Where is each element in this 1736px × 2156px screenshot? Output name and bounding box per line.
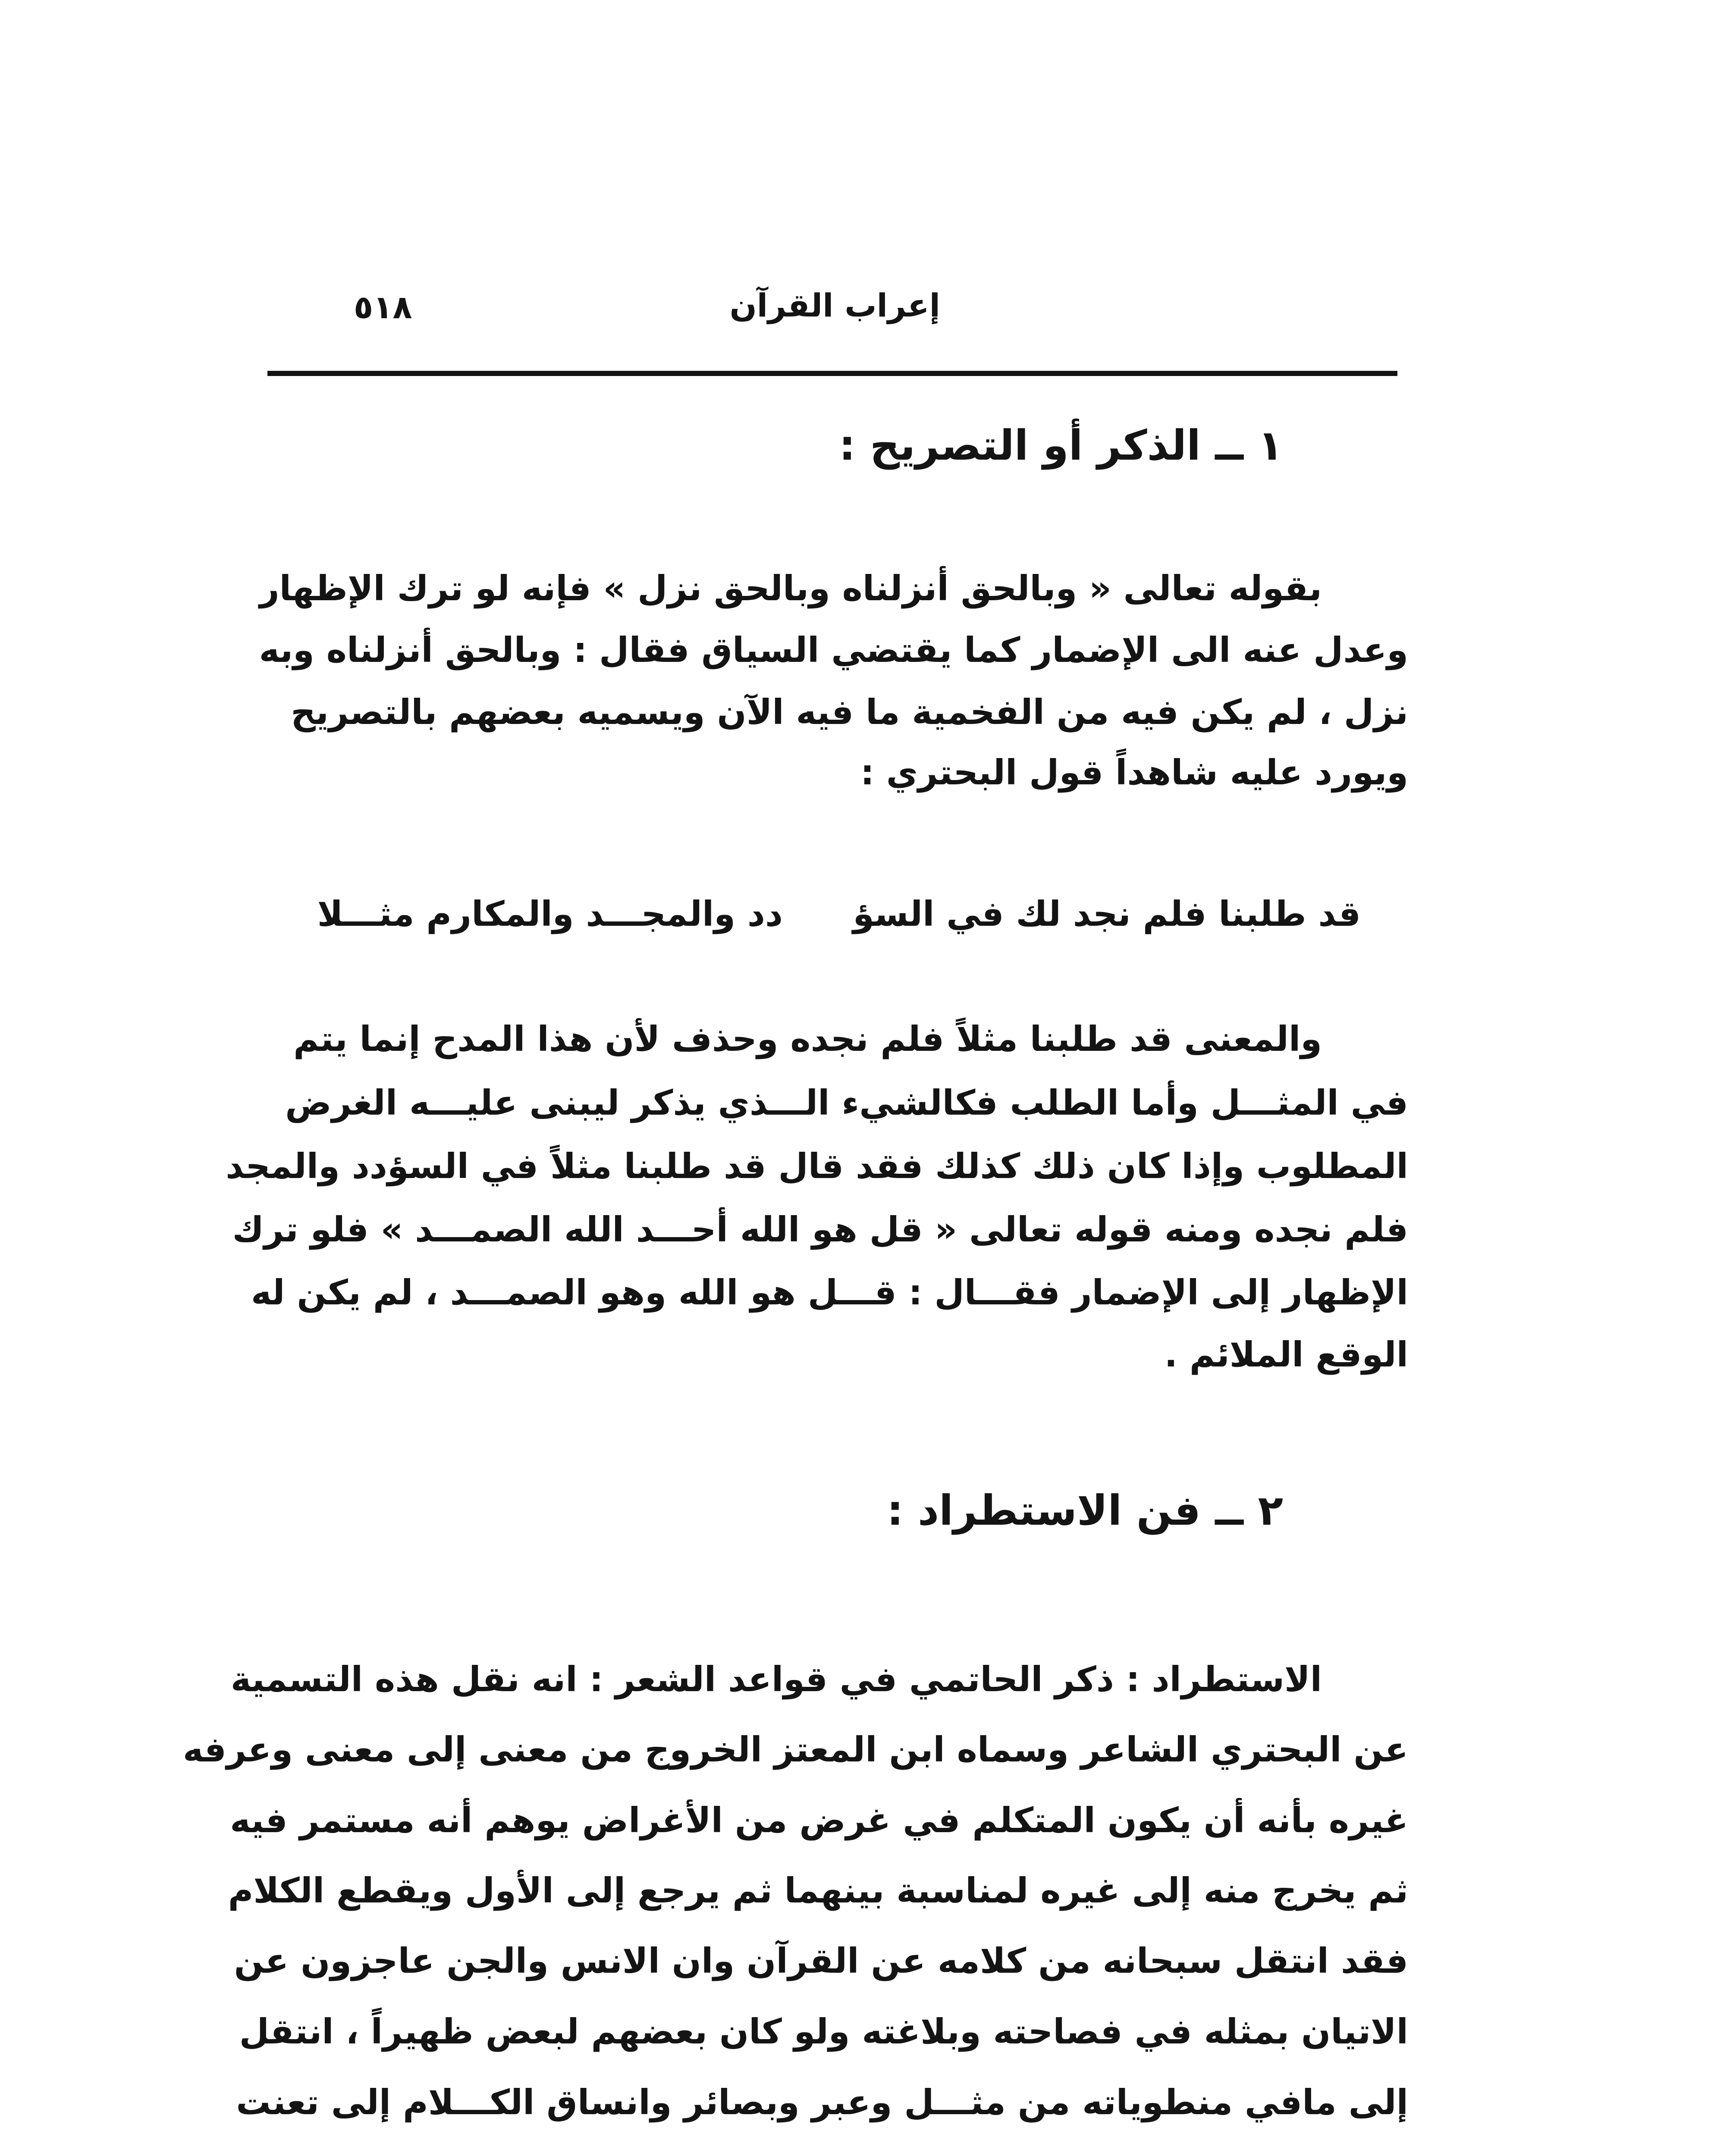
header-rule — [267, 371, 1397, 376]
book-title: إعراب القرآن — [729, 287, 940, 324]
text-line: إلى مافي منطوياته من مثـــل وعبر وبصائر وانساق الكـــلام إلى تعنت — [236, 2082, 1408, 2122]
text-line: الاتيان بمثله في فصاحته وبلاغته ولو كان بعضهم لبعض ظهيراً ، انتقل — [239, 2012, 1408, 2052]
text-line: عن البحتري الشاعر وسماه ابن المعتز الخروج من معنى إلى معنى وعرفه — [182, 1730, 1408, 1770]
text-line: والمعنى قد طلبنا مثلاً فلم نجده وحذف لأن هذا المدح إنما يتم — [293, 1019, 1322, 1059]
section-heading: ٢ ــ فن الاستطراد : — [887, 1486, 1283, 1535]
text-line: فلم نجده ومنه قوله تعالى « قل هو الله أحـــد الله الصمـــد » فلو ترك — [232, 1210, 1408, 1250]
text-line: وعدل عنه الى الإضمار كما يقتضي السياق فقال : وبالحق أنزلناه وبه — [259, 630, 1408, 670]
text-line: الوقع الملائم . — [1164, 1335, 1408, 1375]
text-line: بقوله تعالى « وبالحق أنزلناه وبالحق نزل » فإنه لو ترك الإظهار — [259, 568, 1322, 608]
text-line: ثم يخرج منه إلى غيره لمناسبة بينهما ثم يرجع إلى الأول ويقطع الكلام — [228, 1871, 1408, 1911]
text-line: نزل ، لم يكن فيه من الفخمية ما فيه الآن ويسميه بعضهم بالتصريح — [291, 692, 1408, 732]
text-line: الاستطراد : ذكر الحاتمي في قواعد الشعر : انه نقل هذه التسمية — [230, 1659, 1322, 1699]
text-line: في المثـــل وأما الطلب فكالشيء الـــذي يذكر ليبنى عليـــه الغرض — [285, 1083, 1408, 1123]
text-line: غيره بأنه أن يكون المتكلم في غرض من الأغراض يوهم أنه مستمر فيه — [230, 1800, 1408, 1840]
section-heading: ١ ــ الذكر أو التصريح : — [839, 421, 1283, 470]
verse-second-hemistich: دد والمجـــد والمكارم مثـــلا — [317, 894, 783, 934]
text-line: فقد انتقل سبحانه من كلامه عن القرآن وان الانس والجن عاجزون عن — [234, 1941, 1408, 1981]
page-number: ٥١٨ — [354, 289, 412, 326]
text-line: المطلوب وإذا كان ذلك كذلك فقد قال قد طلبنا مثلاً في السؤدد والمجد — [226, 1146, 1408, 1186]
text-line: الإظهار إلى الإضمار فقـــال : قـــل هو الله وهو الصمـــد ، لم يكن له — [251, 1272, 1408, 1313]
verse-first-hemistich: قد طلبنا فلم نجد لك في السؤ — [853, 894, 1361, 934]
text-line: ويورد عليه شاهداً قول البحتري : — [860, 752, 1408, 793]
running-header — [267, 276, 1363, 341]
